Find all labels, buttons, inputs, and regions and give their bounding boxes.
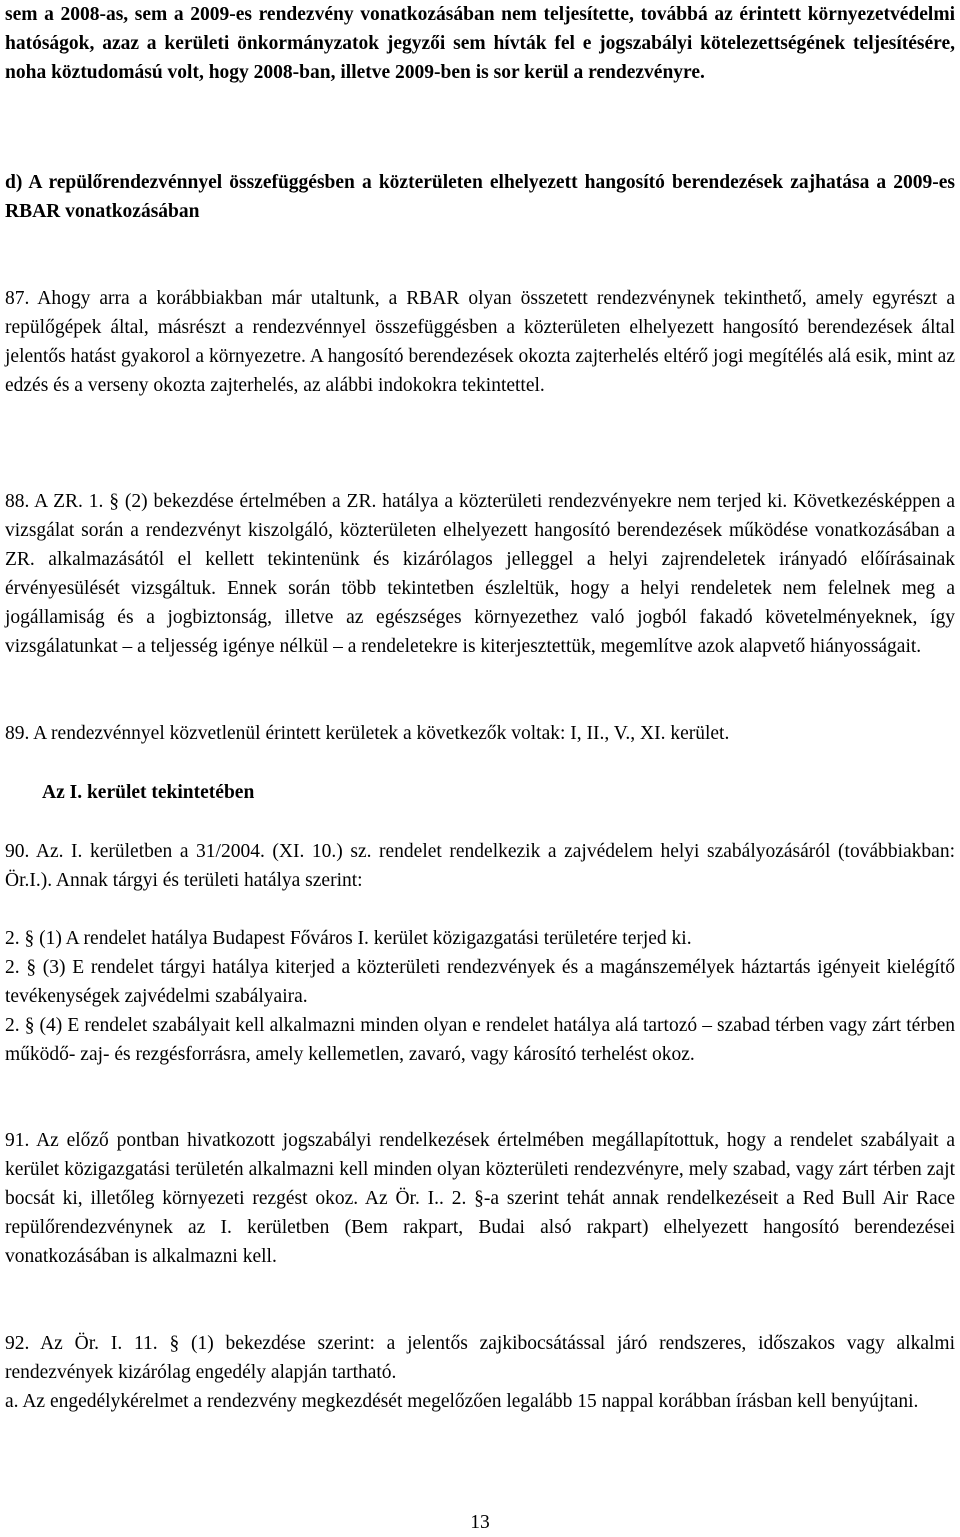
- quote-2-1: 2. § (1) A rendelet hatálya Budapest Főváros I. kerület közigazgatási területére terjed ki.: [5, 928, 692, 949]
- heading-district-i: Az I. kerület tekintetében: [42, 782, 255, 803]
- paragraph-89: 89. A rendezvénnyel közvetlenül érintett kerületek a következők voltak: I, II., V., XI. kerület.: [5, 723, 730, 744]
- page-number: 13: [470, 1512, 490, 1533]
- intro-paragraph: sem a 2008-as, sem a 2009-es rendezvény vonatkozásában nem teljesítette, továbbá az érintett környezetvédelmi hatóságok, azaz a kerületi önkormányzatok jegyzői sem hívták fel e jogszabályi kötelezettségének teljesítésére, noha köztudomású volt, hogy 2008-ban, illetve 2009-ben is sor kerül a rendezvényre.: [5, 4, 955, 83]
- quote-2-4: 2. § (4) E rendelet szabályait kell alkalmazni minden olyan e rendelet hatálya alá tartozó – szabad térben vagy zárt térben működő- zaj- és rezgésforrásra, amely kellemetlen, zavaró, vagy károsító terhelést okoz.: [5, 1015, 955, 1065]
- paragraph-87: 87. Ahogy arra a korábbiakban már utaltunk, a RBAR olyan összetett rendezvénynek tekinthető, amely egyrészt a repülőgépek által, másrészt a rendezvénnyel összefüggésben a közterületen elhelyezett hangosító berendezések által jelentős hatást gyakorol a környezetre. A hangosító berendezések okozta zajterhelés eltérő jogi megítélés alá esik, mint az edzés és a verseny okozta zajterhelés, az alábbi indokokra tekintettel.: [5, 288, 955, 396]
- paragraph-92: 92. Az Ör. I. 11. § (1) bekezdése szerint: a jelentős zajkibocsátással járó rendszeres, időszakos vagy alkalmi rendezvények kizárólag engedély alapján tartható.: [5, 1333, 955, 1383]
- section-d-title: d) A repülőrendezvénnyel összefüggésben a közterületen elhelyezett hangosító berendezések zajhatása a 2009-es RBAR vonatkozásában: [5, 172, 955, 222]
- quote-2-3: 2. § (3) E rendelet tárgyi hatálya kiterjed a közterületi rendezvények és a magánszemélyek háztartás igényeit kielégítő tevékenységek zajvédelmi szabályaira.: [5, 957, 955, 1007]
- paragraph-91: 91. Az előző pontban hivatkozott jogszabályi rendelkezések értelmében megállapítottuk, hogy a rendelet szabályait a kerület közigazgatási területén alkalmazni kell minden olyan közterületi rendezvényre, mely szabad, vagy zárt térben zajt bocsát ki, illetőleg környezeti rezgést okoz. Az Ör. I.. 2. §-a szerint tehát annak rendelkezéseit a Red Bull Air Race repülőrendezvénynek az I. kerületben (Bem rakpart, Budai alsó rakpart) elhelyezett hangosító berendezései vonatkozásában is alkalmazni kell.: [5, 1130, 955, 1267]
- paragraph-88: 88. A ZR. 1. § (2) bekezdése értelmében a ZR. hatálya a közterületi rendezvényekre nem terjed ki. Következésképpen a vizsgálat során a rendezvényt kiszolgáló, közterületen elhelyezett hangosító berendezések működése vonatkozásában a ZR. alkalmazásától el kellett tekintenünk és kizárólagos jelleggel a helyi zajrendeletek irányadó előírásainak érvényesülését vizsgáltuk. Ennek során több tekintetben észleltük, hogy a helyi rendeletek nem felelnek meg a jogállamiság és a jogbiztonság, illetve az egészséges környezethez való jogból fakadó követelményeknek, így vizsgálatunkat – a teljesség igénye nélkül – a rendeletekre is kiterjesztettük, megemlítve azok alapvető hiányosságait.: [5, 491, 955, 657]
- paragraph-90: 90. Az. I. kerületben a 31/2004. (XI. 10.) sz. rendelet rendelkezik a zajvédelem helyi szabályozásáról (továbbiakban: Ör.I.). Annak tárgyi és területi hatálya szerint:: [5, 841, 955, 891]
- paragraph-92-a: a. Az engedélykérelmet a rendezvény megkezdését megelőzően legalább 15 nappal korábban írásban kell benyújtani.: [5, 1391, 919, 1412]
